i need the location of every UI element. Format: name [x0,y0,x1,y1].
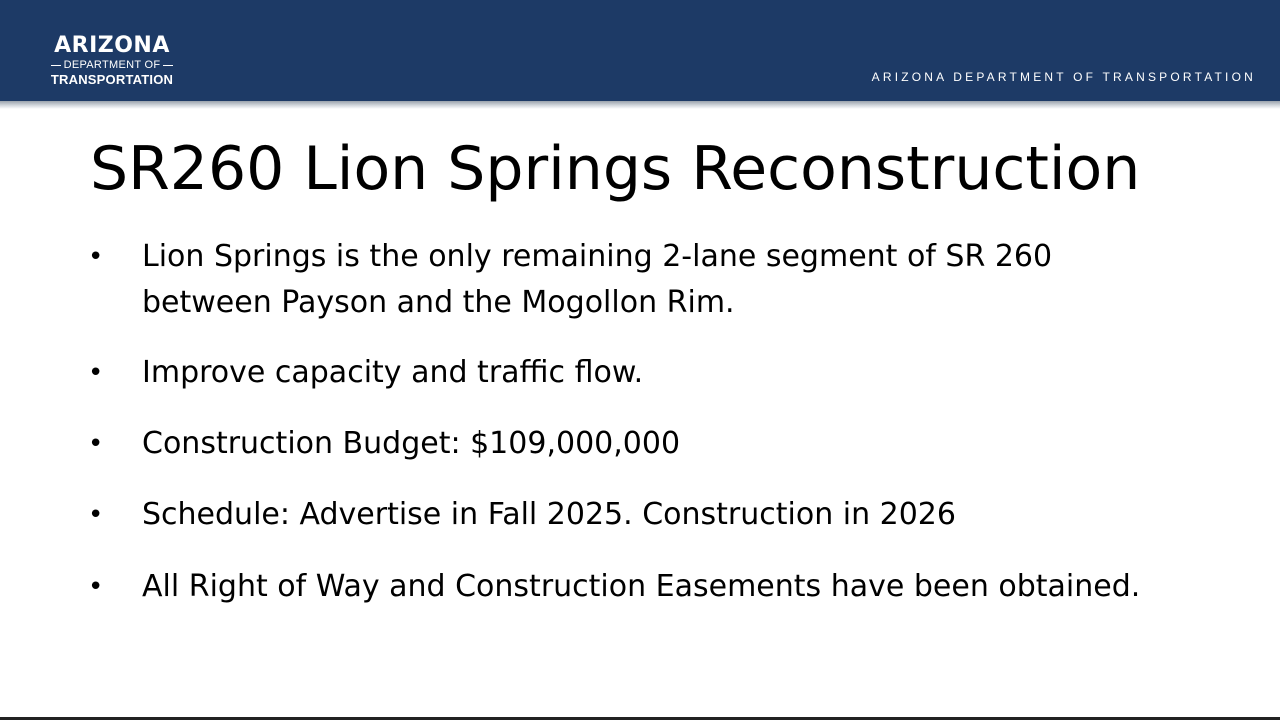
logo-department-line [31,59,193,72]
bullet-icon: • [88,572,104,602]
logo-wordmark: ARIZONA [54,33,170,58]
bullet-item [88,492,1208,538]
bullet-text: Construction Budget: $109,000,000 [142,426,681,461]
adot-logo [31,33,193,87]
bullet-item [88,234,1208,326]
bullet-item [88,421,1208,467]
header-divider [0,101,1280,109]
bullet-item [88,350,1208,396]
bullet-item [88,564,1208,610]
bullet-icon: • [88,242,104,272]
bullet-icon: • [88,429,104,459]
header-bar [0,0,1280,101]
logo-transportation-text: TRANSPORTATION [50,72,174,87]
logo-rule-right [163,65,173,66]
slide-title: SR260 Lion Springs Reconstruction [90,134,1141,204]
bullet-text: Improve capacity and traffic flow. [142,355,644,390]
bullet-icon: • [88,500,104,530]
bullet-text: All Right of Way and Construction Easements have been obtained. [142,569,1141,604]
bullet-text: Schedule: Advertise in Fall 2025. Construction in 2026 [142,497,956,532]
header-agency-name: ARIZONA DEPARTMENT OF TRANSPORTATION [871,70,1256,84]
bullet-text: Lion Springs is the only remaining 2-lane segment of SR 260 between Payson and the Mogollon Rim. [142,239,1053,320]
bullet-icon: • [88,358,104,388]
logo-department-text: DEPARTMENT OF [63,59,161,71]
logo-rule-left [51,65,61,66]
